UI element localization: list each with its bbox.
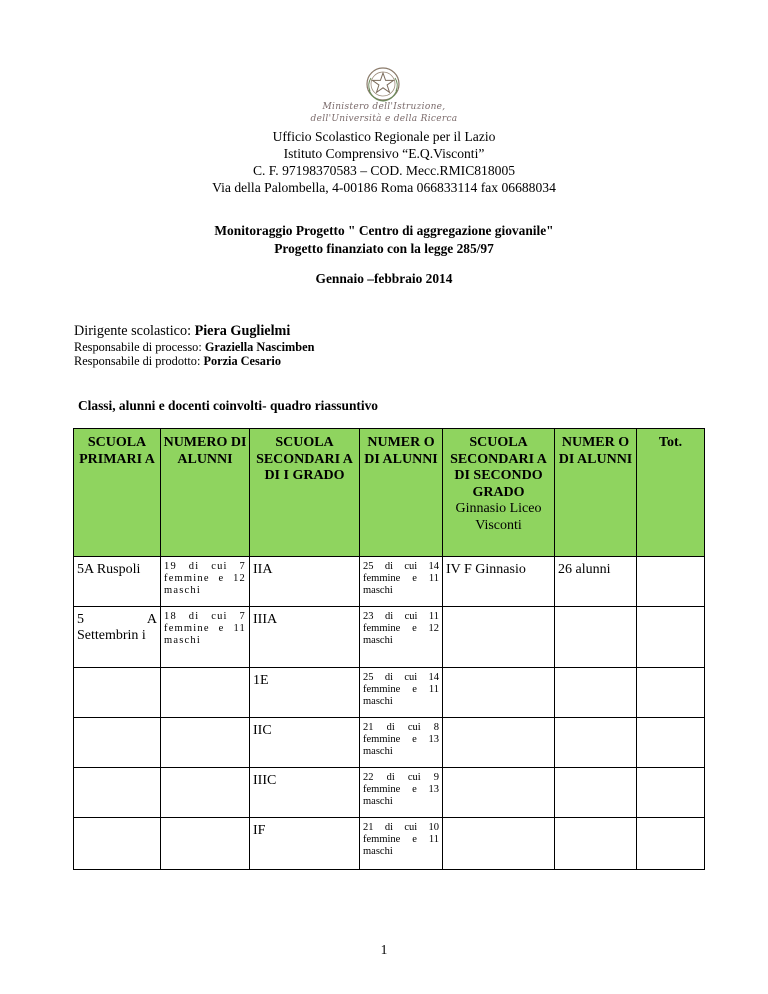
cell-primaria [74, 818, 161, 870]
header-totale: Tot. [637, 429, 705, 557]
prodotto-label: Responsabile di prodotto: [74, 354, 204, 368]
header-scuola-primaria: SCUOLA PRIMARI A [74, 429, 161, 557]
institute-name: Istituto Comprensivo “E.Q.Visconti” [283, 146, 485, 161]
processo-name: Graziella Nascimben [204, 340, 315, 354]
document-subtitle: Progetto finanziato con la legge 285/97 [274, 241, 494, 256]
cell-n-primaria: 19 di cui 7 femmine e 12 maschi [161, 557, 250, 607]
prodotto-name: Porzia Cesario [203, 354, 281, 368]
header-scuola-secondaria-2 [443, 429, 555, 557]
processo-label: Responsabile di processo: [74, 340, 205, 354]
ministry-script-line-2: dell'Università e della Ricerca [310, 114, 458, 124]
italian-republic-emblem-icon [363, 64, 403, 104]
cell-totale [637, 557, 705, 607]
office-name: Ufficio Scolastico Regionale per il Lazio [272, 129, 496, 144]
dirigente-name: Piera Guglielmi [194, 323, 291, 339]
table-row [74, 557, 705, 607]
cell-n-secondaria-2 [555, 668, 637, 718]
cell-n-secondaria-1: 22 di cui 9 femmine e 13 maschi [360, 768, 443, 818]
header-scuola-secondaria-1: SCUOLA SECONDARI A DI I GRADO [250, 429, 360, 557]
cell-secondaria-1: IF [250, 818, 360, 870]
summary-table [73, 428, 705, 870]
cell-secondaria-2 [443, 607, 555, 668]
page-number: 1 [380, 942, 388, 957]
cell-primaria [74, 768, 161, 818]
header-numero-alunni-secondaria-1: NUMER O DI ALUNNI [360, 429, 443, 557]
document-period: Gennaio –febbraio 2014 [315, 271, 453, 286]
cell-secondaria-1: IIIA [250, 607, 360, 668]
cell-secondaria-1: IIC [250, 718, 360, 768]
prodotto-line [74, 354, 281, 368]
cell-n-secondaria-1: 21 di cui 8 femmine e 13 maschi [360, 718, 443, 768]
cell-primaria: 5 A Settembrin i [74, 607, 161, 668]
cell-n-secondaria-1: 25 di cui 14 femmine e 11 maschi [360, 557, 443, 607]
address-line: Via della Palombella, 4-00186 Roma 066833114 fax 06688034 [212, 180, 556, 195]
dirigente-line [74, 322, 290, 340]
header-scuola-secondaria-2-school: Ginnasio Liceo Visconti [455, 501, 542, 533]
cell-totale [637, 718, 705, 768]
cell-n-secondaria-2 [555, 768, 637, 818]
cell-n-secondaria-1: 21 di cui 10 femmine e 11 maschi [360, 818, 443, 870]
cell-totale [637, 818, 705, 870]
cell-secondaria-2 [443, 718, 555, 768]
dirigente-label: Dirigente scolastico: [74, 323, 195, 339]
cell-secondaria-1: 1E [250, 668, 360, 718]
cell-primaria: 5A Ruspoli [74, 557, 161, 607]
document-title: Monitoraggio Progetto " Centro di aggregazione giovanile" [214, 223, 554, 238]
cell-n-secondaria-2 [555, 607, 637, 668]
cell-totale [637, 668, 705, 718]
cell-secondaria-2 [443, 668, 555, 718]
table-header-row [74, 429, 705, 557]
cell-n-primaria [161, 768, 250, 818]
cell-n-secondaria-2: 26 alunni [555, 557, 637, 607]
header-numero-alunni-primaria: NUMERO DI ALUNNI [161, 429, 250, 557]
cell-n-primaria [161, 668, 250, 718]
cell-secondaria-1: IIA [250, 557, 360, 607]
cell-secondaria-2 [443, 768, 555, 818]
header-scuola-secondaria-2-title: SCUOLA SECONDARI A DI SECONDO GRADO [450, 435, 547, 500]
table-row [74, 607, 705, 668]
ministry-script-line-1: Ministero dell'Istruzione, [322, 102, 446, 112]
cell-n-primaria: 18 di cui 7 femmine e 11 maschi [161, 607, 250, 668]
cell-secondaria-2 [443, 818, 555, 870]
cell-n-primaria [161, 718, 250, 768]
cell-n-primaria [161, 818, 250, 870]
cell-secondaria-1: IIIC [250, 768, 360, 818]
cell-n-secondaria-1: 23 di cui 11 femmine e 12 maschi [360, 607, 443, 668]
cell-n-secondaria-1: 25 di cui 14 femmine e 11 maschi [360, 668, 443, 718]
cell-primaria [74, 668, 161, 718]
processo-line [74, 340, 314, 354]
fiscal-code: C. F. 97198370583 – COD. Mecc.RMIC818005 [252, 163, 516, 178]
table-row [74, 818, 705, 870]
header-numero-alunni-secondaria-2: NUMER O DI ALUNNI [555, 429, 637, 557]
cell-totale [637, 768, 705, 818]
table-row [74, 768, 705, 818]
cell-primaria [74, 718, 161, 768]
cell-n-secondaria-2 [555, 718, 637, 768]
cell-totale [637, 607, 705, 668]
section-title: Classi, alunni e docenti coinvolti- quadro riassuntivo [78, 398, 378, 413]
cell-secondaria-2: IV F Ginnasio [443, 557, 555, 607]
cell-n-secondaria-2 [555, 818, 637, 870]
table-row [74, 668, 705, 718]
table-row [74, 718, 705, 768]
